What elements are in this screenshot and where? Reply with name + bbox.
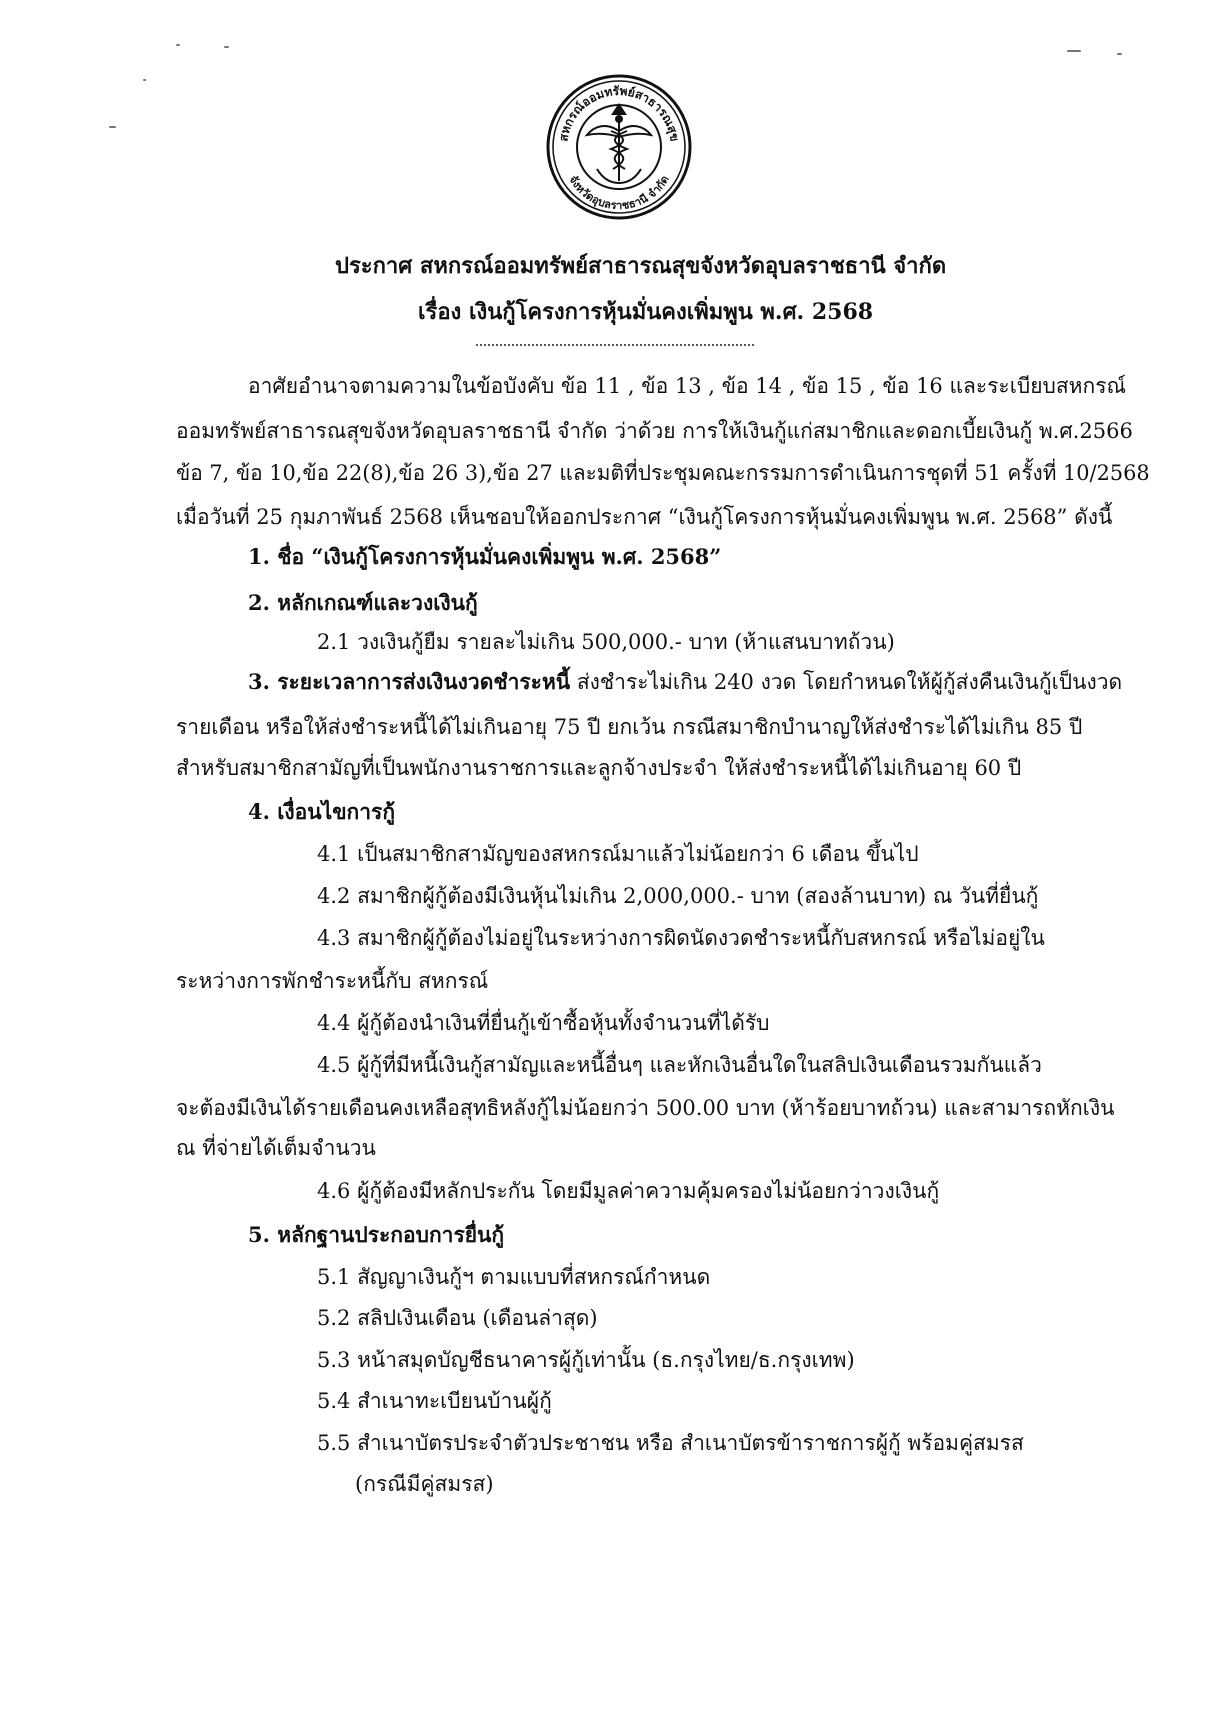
section-5-title: 5. หลักฐานประกอบการยื่นกู้ xyxy=(248,1222,505,1247)
section-4-title: 4. เงื่อนไขการกู้ xyxy=(248,799,396,824)
section-4-item-6: 4.6 ผู้กู้ต้องมีหลักประกัน โดยมีมูลค่าความคุ้มครองไม่น้อยกว่าวงเงินกู้ xyxy=(317,1179,940,1203)
intro-line-2: ออมทรัพย์สาธารณสุขจังหวัดอุบลราชธานี จำกัด ว่าด้วย การให้เงินกู้แก่สมาชิกและดอกเบี้ยเงินกู้ พ.ศ.2566 xyxy=(176,419,1133,443)
section-4-item-2: 4.2 สมาชิกผู้กู้ต้องมีเงินหุ้นไม่เกิน 2,000,000.- บาท (สองล้านบาท) ณ วันที่ยื่นกู้ xyxy=(317,884,1039,908)
section-3-title: 3. ระยะเวลาการส่งเงินงวดชำระหนี้ xyxy=(248,669,571,694)
section-3-line-3: สำหรับสมาชิกสามัญที่เป็นพนักงานราชการและลูกจ้างประจำ ให้ส่งชำระหนี้ได้ไม่เกินอายุ 60 ปี xyxy=(176,756,1022,780)
section-3-line-1 xyxy=(248,671,1122,693)
scan-speck xyxy=(143,79,146,81)
section-4-item-3: 4.3 สมาชิกผู้กู้ต้องไม่อยู่ในระหว่างการผิดนัดงวดชำระหนี้กับสหกรณ์ หรือไม่อยู่ใน xyxy=(317,926,1045,950)
scan-speck xyxy=(1117,53,1122,55)
seal-top-text: สหกรณ์ออมทรัพย์สาธารณสุข xyxy=(556,83,682,143)
section-3-line-2: รายเดือน หรือให้ส่งชำระหนี้ได้ไม่เกินอายุ 75 ปี ยกเว้น กรณีสมาชิกบำนาญให้ส่งชำระได้ไม่เกิน 85 ปี xyxy=(176,715,1083,739)
cooperative-seal-logo xyxy=(545,73,693,221)
section-5-item-1: 5.1 สัญญาเงินกู้ฯ ตามแบบที่สหกรณ์กำหนด xyxy=(317,1265,711,1289)
section-4-item-5: 4.5 ผู้กู้ที่มีหนี้เงินกู้สามัญและหนี้อื่นๆ และหักเงินอื่นใดในสลิปเงินเดือนรวมกันแล้ว xyxy=(317,1053,1042,1077)
scan-speck xyxy=(224,46,229,48)
section-5-item-3: 5.3 หน้าสมุดบัญชีธนาคารผู้กู้เท่านั้น (ธ.กรุงไทย/ธ.กรุงเทพ) xyxy=(317,1348,855,1372)
section-2-item-1: 2.1 วงเงินกู้ยืม รายละไม่เกิน 500,000.- บาท (ห้าแสนบาทถ้วน) xyxy=(317,630,895,654)
announcement-title: ประกาศ สหกรณ์ออมทรัพย์สาธารณสุขจังหวัดอุบลราชธานี จำกัด xyxy=(335,253,947,279)
announcement-subject: เรื่อง เงินกู้โครงการหุ้นมั่นคงเพิ่มพูน พ.ศ. 2568 xyxy=(418,299,874,325)
section-4-item-4: 4.4 ผู้กู้ต้องนำเงินที่ยื่นกู้เข้าซื้อหุ้นทั้งจำนวนที่ได้รับ xyxy=(317,1011,770,1035)
section-4-item-5-cont: จะต้องมีเงินได้รายเดือนคงเหลือสุทธิหลังกู้ไม่น้อยกว่า 500.00 บาท (ห้าร้อยบาทถ้วน) และสามารถหักเงิน xyxy=(176,1096,1115,1120)
section-5-item-2: 5.2 สลิปเงินเดือน (เดือนล่าสุด) xyxy=(317,1306,598,1330)
intro-line-4: เมื่อวันที่ 25 กุมภาพันธ์ 2568 เห็นชอบให้ออกประกาศ “เงินกู้โครงการหุ้นมั่นคงเพิ่มพูน พ.ศ. 2568” ดังนี้ xyxy=(176,505,1113,529)
intro-line-3: ข้อ 7, ข้อ 10,ข้อ 22(8),ข้อ 26 3),ข้อ 27 และมติที่ประชุมคณะกรรมการดำเนินการชุดที่ 51 ครั้งที่ 10/2568 xyxy=(176,461,1150,485)
section-5-item-4: 5.4 สำเนาทะเบียนบ้านผู้กู้ xyxy=(317,1389,552,1413)
intro-line-1: อาศัยอำนาจตามความในข้อบังคับ ข้อ 11 , ข้อ 13 , ข้อ 14 , ข้อ 15 , ข้อ 16 และระเบียบสหกรณ์ xyxy=(248,374,1126,398)
section-1-name: 1. ชื่อ “เงินกู้โครงการหุ้นมั่นคงเพิ่มพูน พ.ศ. 2568” xyxy=(248,544,722,569)
title-divider xyxy=(476,344,754,346)
scan-speck xyxy=(1067,50,1081,52)
scan-speck xyxy=(176,44,180,46)
scan-speck xyxy=(109,126,116,128)
section-5-item-5-cont: (กรณีมีคู่สมรส) xyxy=(355,1472,494,1496)
section-4-item-1: 4.1 เป็นสมาชิกสามัญของสหกรณ์มาแล้วไม่น้อยกว่า 6 เดือน ขึ้นไป xyxy=(317,842,919,866)
section-3-title-rest: ส่งชำระไม่เกิน 240 งวด โดยกำหนดให้ผู้กู้ส่งคืนเงินกู้เป็นงวด xyxy=(576,670,1123,694)
section-4-item-5-cont-2: ณ ที่จ่ายได้เต็มจำนวน xyxy=(176,1136,376,1160)
section-5-item-5: 5.5 สำเนาบัตรประจำตัวประชาชน หรือ สำเนาบัตรข้าราชการผู้กู้ พร้อมคู่สมรส xyxy=(317,1431,1024,1455)
section-2-title: 2. หลักเกณฑ์และวงเงินกู้ xyxy=(248,590,478,615)
seal-bottom-text: จังหวัดอุบลราชธานี จำกัด xyxy=(566,173,672,213)
section-4-item-3-cont: ระหว่างการพักชำระหนี้กับ สหกรณ์ xyxy=(176,969,489,993)
